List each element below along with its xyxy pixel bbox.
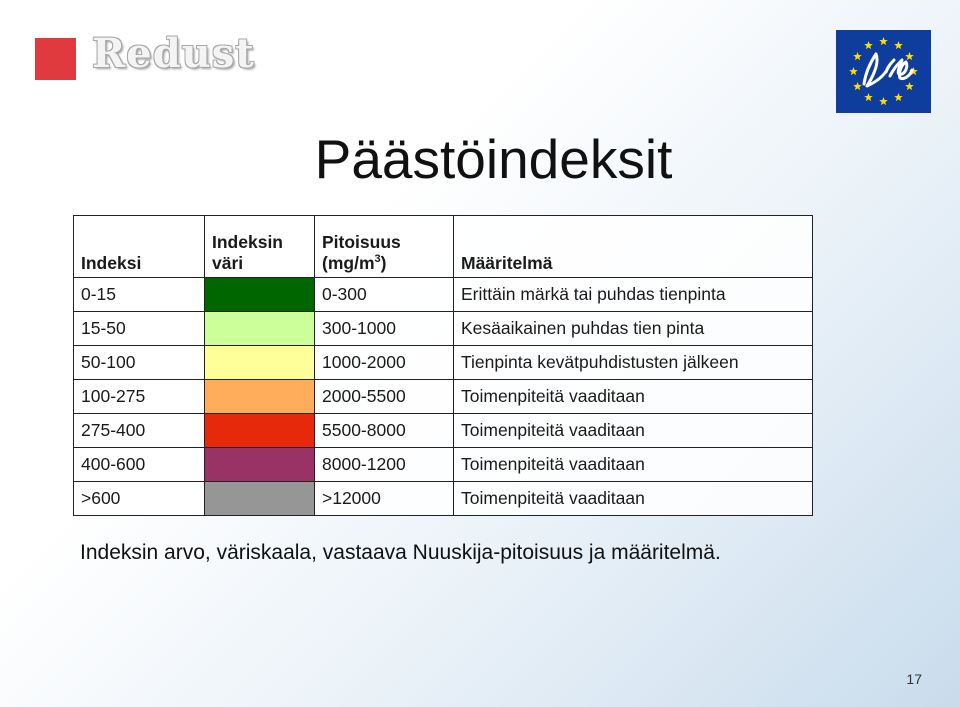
concentration-cell: 0-300	[315, 278, 454, 312]
redust-logo: Redust	[92, 30, 255, 77]
definition-cell: Toimenpiteitä vaaditaan	[454, 448, 813, 482]
table-row	[74, 482, 813, 516]
eu-star-icon	[879, 37, 888, 45]
caption: Indeksin arvo, väriskaala, vastaava Nuuskija-pitoisuus ja määritelmä.	[80, 541, 721, 564]
emission-index-table	[73, 215, 813, 516]
index-range-cell: 50-100	[74, 346, 205, 380]
header-conc-line1: Pitoisuus	[322, 232, 401, 252]
index-range-cell: 100-275	[74, 380, 205, 414]
color-swatch-cell	[205, 346, 315, 380]
index-range-cell: 275-400	[74, 414, 205, 448]
definition-cell: Toimenpiteitä vaaditaan	[454, 482, 813, 516]
eu-star-icon	[894, 41, 903, 49]
eu-life-logo	[836, 30, 931, 113]
header-conc-close: )	[380, 253, 387, 273]
table-row	[74, 414, 813, 448]
color-swatch-cell	[205, 312, 315, 346]
eu-star-icon	[905, 82, 914, 90]
concentration-cell: 5500-8000	[315, 414, 454, 448]
header-conc-line2: (mg/m	[322, 253, 375, 273]
page-number: 17	[906, 671, 922, 687]
logo-square	[35, 38, 76, 80]
concentration-cell: >12000	[315, 482, 454, 516]
table-row	[74, 278, 813, 312]
header-index: Indeksi	[74, 216, 205, 278]
color-swatch-cell	[205, 278, 315, 312]
header-definition: Määritelmä	[454, 216, 813, 278]
header-color	[205, 216, 315, 278]
header-color-line1: Indeksin	[212, 232, 283, 252]
page-title: Päästöindeksit	[314, 128, 673, 190]
definition-cell: Toimenpiteitä vaaditaan	[454, 414, 813, 448]
eu-star-icon	[853, 52, 862, 60]
definition-cell: Tienpinta kevätpuhdistusten jälkeen	[454, 346, 813, 380]
eu-star-icon	[864, 93, 873, 101]
color-swatch-cell	[205, 380, 315, 414]
table-row	[74, 448, 813, 482]
color-swatch-cell	[205, 482, 315, 516]
concentration-cell: 8000-1200	[315, 448, 454, 482]
table-row	[74, 312, 813, 346]
eu-star-icon	[894, 93, 903, 101]
header-color-line2: väri	[212, 253, 244, 273]
concentration-cell: 2000-5500	[315, 380, 454, 414]
eu-star-icon	[879, 97, 888, 105]
eu-star-icon	[853, 82, 862, 90]
eu-star-icon	[905, 52, 914, 60]
table-row	[74, 346, 813, 380]
header-conc-sup: 3	[374, 253, 381, 266]
concentration-cell: 300-1000	[315, 312, 454, 346]
header-concentration	[315, 216, 454, 278]
definition-cell: Kesäaikainen puhdas tien pinta	[454, 312, 813, 346]
eu-star-icon	[849, 67, 858, 75]
table-header-row	[74, 216, 813, 278]
eu-star-icon	[864, 41, 873, 49]
table-row	[74, 380, 813, 414]
concentration-cell: 1000-2000	[315, 346, 454, 380]
color-swatch-cell	[205, 414, 315, 448]
color-swatch-cell	[205, 448, 315, 482]
index-range-cell: 0-15	[74, 278, 205, 312]
index-range-cell: >600	[74, 482, 205, 516]
index-range-cell: 400-600	[74, 448, 205, 482]
definition-cell: Erittäin märkä tai puhdas tienpinta	[454, 278, 813, 312]
definition-cell: Toimenpiteitä vaaditaan	[454, 380, 813, 414]
index-range-cell: 15-50	[74, 312, 205, 346]
